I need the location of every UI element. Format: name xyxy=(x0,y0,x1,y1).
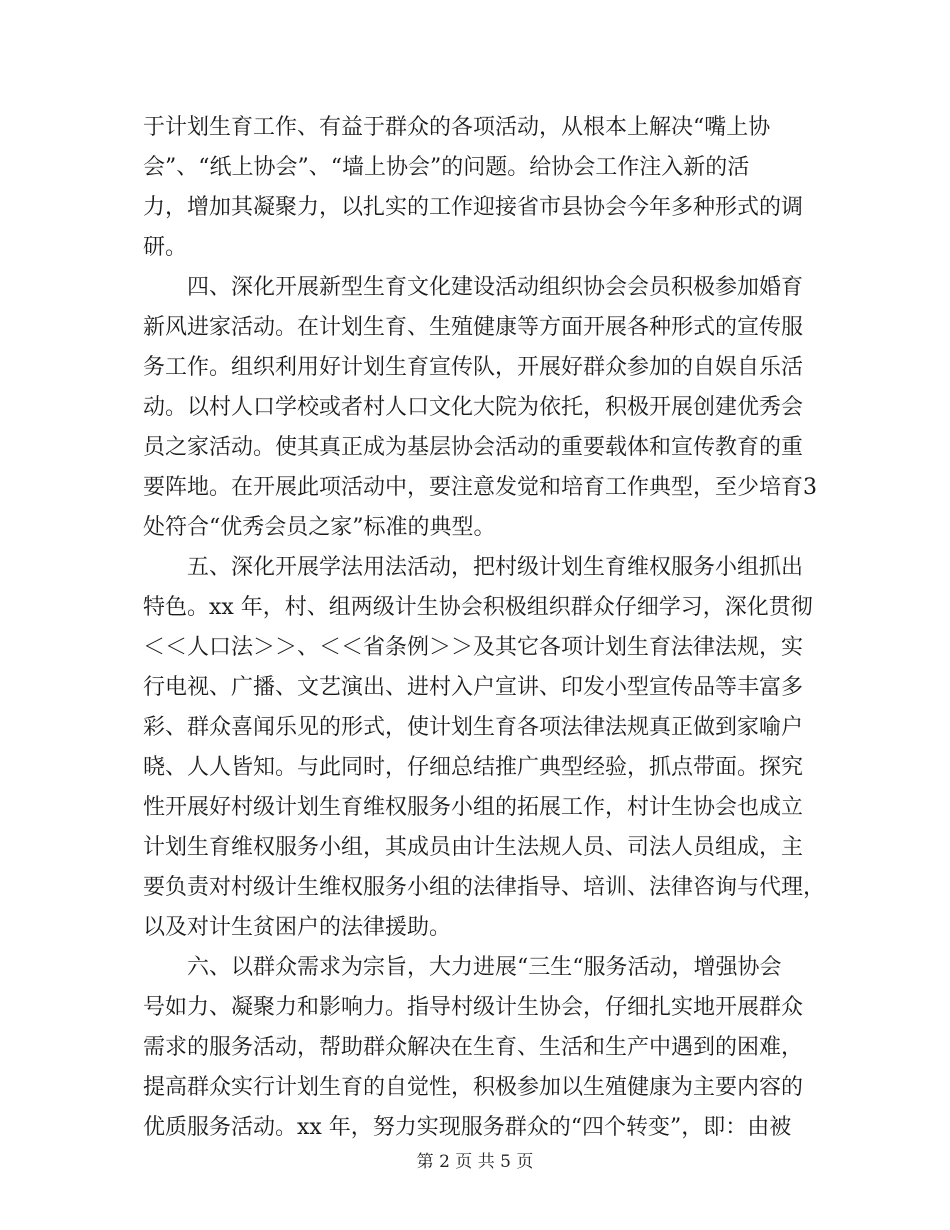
text-line: 优质服务活动。xx 年，努力实现服务群众的“四个转变”，即：由被 xyxy=(143,1115,792,1140)
text-line: 动。以村人口学校或者村人口文化大院为依托，积极开展创建优秀会 xyxy=(143,395,804,420)
text-line: 要阵地。在开展此项活动中，要注意发觉和培育工作典型，至少培育3 xyxy=(143,475,817,500)
text-line: 研。 xyxy=(143,235,188,260)
text-line: 特色。xx 年，村、组两级计生协会积极组织群众仔细学习，深化贯彻 xyxy=(143,595,813,620)
text-line: 行电视、广播、文艺演出、进村入户宣讲、印发小型宣传品等丰富多 xyxy=(143,675,804,700)
text-line: 员之家活动。使其真正成为基层协会活动的重要载体和宣传教育的重 xyxy=(143,435,804,460)
text-line: 力，增加其凝聚力，以扎实的工作迎接省市县协会今年多种形式的调 xyxy=(143,195,804,220)
text-line: 需求的服务活动，帮助群众解决在生育、生活和生产中遇到的困难， xyxy=(143,1035,804,1060)
paragraph-4-start: 四、深化开展新型生育文化建设活动组织协会会员积极参加婚育 xyxy=(143,275,804,300)
text-line: 彩、群众喜闻乐见的形式，使计划生育各项法律法规真正做到家喻户 xyxy=(143,715,804,740)
text-line: 会”、“纸上协会”、“墙上协会”的问题。给协会工作注入新的活 xyxy=(143,155,750,180)
text-line: 于计划生育工作、有益于群众的各项活动，从根本上解决“嘴上协 xyxy=(143,115,771,140)
text-line: 新风进家活动。在计划生育、生殖健康等方面开展各种形式的宣传服 xyxy=(143,315,804,340)
text-line: 务工作。组织利用好计划生育宣传队，开展好群众参加的自娱自乐活 xyxy=(143,355,804,380)
text-line: 以及对计生贫困户的法律援助。 xyxy=(143,915,452,940)
text-line: ＜＜人口法＞＞、＜＜省条例＞＞及其它各项计划生育法律法规，实 xyxy=(143,635,804,660)
text-line: 处符合“优秀会员之家”标准的典型。 xyxy=(143,515,496,540)
text-line: 晓、人人皆知。与此同时，仔细总结推广典型经验，抓点带面。探究 xyxy=(143,755,804,780)
paragraph-6-start: 六、以群众需求为宗旨，大力进展“三生“服务活动，增强协会 xyxy=(143,955,782,980)
text-line: 号如力、凝聚力和影响力。指导村级计生协会，仔细扎实地开展群众 xyxy=(143,995,804,1020)
text-line: 提高群众实行计划生育的自觉性，积极参加以生殖健康为主要内容的 xyxy=(143,1075,804,1100)
page-number-footer: 第 2 页 共 5 页 xyxy=(416,1152,534,1172)
paragraph-5-start: 五、深化开展学法用法活动，把村级计划生育维权服务小组抓出 xyxy=(143,555,804,580)
text-line: 计划生育维权服务小组，其成员由计生法规人员、司法人员组成，主 xyxy=(143,835,804,860)
text-line: 要负责对村级计生维权服务小组的法律指导、培训、法律咨询与代理， xyxy=(143,875,826,900)
document-body xyxy=(143,108,826,1148)
text-line: 性开展好村级计划生育维权服务小组的拓展工作，村计生协会也成立 xyxy=(143,795,804,820)
